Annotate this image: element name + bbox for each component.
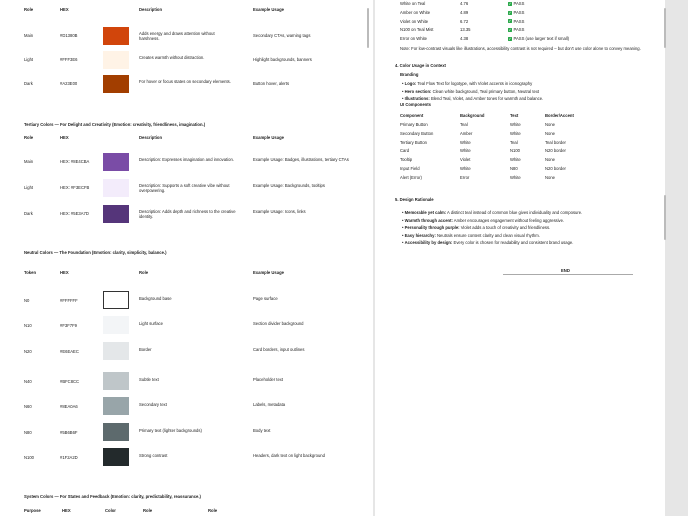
ui-cell: White <box>510 122 521 127</box>
contrast-ratio: 6.72 <box>460 18 469 24</box>
bullet-text: Amber encourages engagement without feeling aggressive. <box>452 217 565 223</box>
ui-cell: None <box>545 157 556 163</box>
ui-cell: N100 <box>510 148 521 154</box>
ui-cell: Violet <box>460 157 471 163</box>
secondary-role: Main <box>24 33 34 38</box>
system-header-3: Role <box>143 508 153 513</box>
neutral-token: N40 <box>24 379 32 384</box>
branding-title: Branding <box>400 72 419 77</box>
neutral-hex: #FFFFFF <box>60 298 78 303</box>
secondary-header-3: Example Usage <box>253 7 284 12</box>
ui-cell: N20 border <box>545 166 566 171</box>
secondary-usage: Secondary CTAs, warning tags <box>253 33 311 38</box>
ui-cell: None <box>545 130 556 136</box>
bullet-icon: • <box>402 232 405 238</box>
tertiary-swatch <box>103 153 129 171</box>
tertiary-role: Light <box>24 185 34 190</box>
neutral-usage: Body text <box>253 428 271 433</box>
tertiary-header-1: HEX <box>60 135 69 140</box>
neutral-role: Strong contrast <box>139 453 168 458</box>
secondary-swatch <box>103 75 129 93</box>
neutral-swatch <box>103 342 129 360</box>
neutral-swatch <box>103 316 129 334</box>
bullet-icon: • <box>402 240 405 245</box>
neutral-swatch <box>103 397 129 415</box>
tertiary-role: Main <box>24 159 34 164</box>
neutral-token: N60 <box>24 404 32 409</box>
secondary-usage: Button hover, alerts <box>253 81 290 86</box>
system-title: System Colors — For States and Feedback (Emotion: clarity, predictability, reassurance.) <box>24 494 201 499</box>
neutral-token: N20 <box>24 349 32 354</box>
secondary-hex: #D1380B <box>60 33 78 38</box>
neutral-role: Subtle text <box>139 377 159 382</box>
secondary-desc: Adds energy and draws attention without harshness. <box>139 31 215 41</box>
contrast-result-text: PASS <box>513 1 525 6</box>
ui-cell: Alert (Error) <box>400 174 422 180</box>
neutral-usage: Section divider background <box>253 321 304 326</box>
neutral-header-1: HEX <box>60 270 69 275</box>
ui-cell: White <box>510 130 521 136</box>
contrast-ratio: 13.35 <box>460 27 471 33</box>
bullet-text: A distinct teal instead of common blue gives individuality and composure. <box>446 210 583 215</box>
ui-components-title: UI Components <box>400 102 431 107</box>
ui-cell: White <box>510 174 521 180</box>
contrast-result-text: PASS <box>513 18 525 24</box>
contrast-result-text: PASS (use larger text if small) <box>513 36 570 42</box>
neutral-hex: #5B6B6F <box>60 430 78 435</box>
check-icon: ✓ <box>508 37 512 42</box>
secondary-header-1: HEX <box>60 7 69 12</box>
bullet-text: Blend Teal, Violet, and Amber tones for warmth and balance. <box>429 96 544 102</box>
neutral-token: N10 <box>24 323 32 328</box>
neutral-hex: #F3F7F9 <box>60 323 77 328</box>
ui-cell: White <box>460 139 471 145</box>
contrast-result <box>508 36 569 41</box>
bullet-icon: • <box>402 81 405 86</box>
right-scrollbar[interactable] <box>664 8 666 48</box>
tertiary-swatch <box>103 179 129 197</box>
bullet-icon: • <box>402 96 405 102</box>
contrast-ratio: 4.38 <box>460 36 469 42</box>
contrast-pair: White on Teal <box>400 1 426 6</box>
secondary-desc: For hover or focus states on secondary elements. <box>139 79 231 84</box>
neutral-usage: Card borders, input outlines <box>253 347 305 352</box>
ui-cell: Amber <box>460 130 473 136</box>
check-icon: ✓ <box>508 10 512 15</box>
tertiary-desc: Description: Expresses imagination and innovation. <box>139 157 234 162</box>
neutral-role: Border <box>139 347 152 352</box>
tertiary-title: Tertiary Colors — For Delight and Creativity (Emotion: creativity, friendliness, imagination.) <box>24 122 206 127</box>
neutral-hex: #1F2A2D <box>60 455 78 460</box>
secondary-usage: Highlight backgrounds, banners <box>253 57 312 62</box>
system-header-4: Role <box>208 508 218 513</box>
bullet-lead: Logo: <box>404 81 417 86</box>
neutral-role: Secondary text <box>139 402 167 407</box>
tertiary-header-0: Role <box>24 135 34 140</box>
neutral-role: Background base <box>139 296 172 301</box>
secondary-role: Light <box>24 57 34 62</box>
right-scrollbar-lower[interactable] <box>664 195 666 240</box>
section4-title: 4. Color Usage in Context <box>395 63 446 68</box>
end-label: END <box>561 268 570 273</box>
rationale-bullet <box>402 218 564 223</box>
rationale-bullet <box>402 240 573 245</box>
document-page-right <box>375 0 665 516</box>
ui-cell: None <box>545 122 556 127</box>
bullet-icon: • <box>402 210 405 215</box>
left-scrollbar[interactable] <box>367 8 369 48</box>
contrast-result <box>508 27 524 32</box>
tertiary-usage: Example Usage: Backgrounds, tooltips <box>253 183 325 188</box>
secondary-desc: Creates warmth without distraction. <box>139 55 205 60</box>
tertiary-usage: Example Usage: Badges, illustrations, tertiary CTAs <box>253 157 349 162</box>
ui-cell: Card <box>400 148 410 154</box>
neutral-hex: #BFC8CC <box>60 379 80 384</box>
tertiary-hex: HEX: #8E4CBA <box>60 159 90 164</box>
bullet-text: Violet adds a touch of creativity and friendliness. <box>459 225 551 230</box>
branding-bullet <box>402 81 532 86</box>
secondary-header-2: Description <box>139 7 163 12</box>
bullet-lead: Hero section: <box>404 88 432 94</box>
neutral-hex: #E6EAEC <box>60 349 79 354</box>
secondary-role: Dark <box>24 81 33 86</box>
neutral-token: N100 <box>24 455 35 460</box>
tertiary-desc: Description: Supports a soft creative vibe without overpowering. <box>139 183 230 193</box>
neutral-header-0: Token <box>24 270 37 275</box>
contrast-result-text: PASS <box>513 9 525 15</box>
ui-cell: White <box>510 157 521 163</box>
rationale-bullet <box>402 233 540 238</box>
secondary-header-0: Role <box>24 7 34 12</box>
ui-cell: N20 border <box>545 148 566 154</box>
secondary-swatch <box>103 51 129 69</box>
check-icon: ✓ <box>508 1 512 6</box>
check-icon: ✓ <box>508 19 512 24</box>
ui-cell: Primary Button <box>400 122 428 127</box>
system-header-0: Purpose <box>24 508 41 513</box>
bullet-icon: • <box>402 217 405 223</box>
tertiary-header-2: Description <box>139 135 163 140</box>
bullet-lead: Personality through purple: <box>404 225 460 230</box>
section5-title: 5. Design Rationale <box>395 197 434 202</box>
secondary-hex: #FFF3E6 <box>60 57 78 62</box>
system-header-2: Color <box>105 508 116 513</box>
bullet-icon: • <box>402 225 405 230</box>
ui-cell: Teal border <box>545 139 566 145</box>
ui-cell: White <box>460 166 471 171</box>
neutral-swatch <box>103 291 129 309</box>
ui-cell: Teal <box>460 122 468 127</box>
bullet-lead: Illustrations: <box>404 96 430 102</box>
secondary-swatch <box>103 27 129 45</box>
rationale-bullet <box>402 210 582 215</box>
neutral-hex: #8EA0A6 <box>60 404 78 409</box>
ui-header-0: Component <box>400 113 424 118</box>
check-icon: ✓ <box>508 28 512 33</box>
neutral-token: N0 <box>24 298 30 303</box>
contrast-result-text: PASS <box>513 27 525 33</box>
bullet-lead: Warmth through accent: <box>404 217 453 223</box>
bullet-icon: • <box>402 88 405 94</box>
neutral-usage: Page surface <box>253 296 278 301</box>
system-header-1: HEX <box>62 508 71 513</box>
ui-cell: Secondary Button <box>400 130 434 136</box>
tertiary-swatch <box>103 205 129 223</box>
contrast-result <box>508 19 524 24</box>
neutral-usage: Headers, dark text on light background <box>253 453 325 458</box>
branding-bullet <box>402 96 543 101</box>
ui-cell: N80 <box>510 166 518 171</box>
secondary-hex: #A23E00 <box>60 81 78 86</box>
contrast-pair: Violet on White <box>400 18 429 24</box>
tertiary-desc: Description: Adds depth and richness to the creative identity. <box>139 209 236 219</box>
neutral-token: N80 <box>24 430 32 435</box>
tertiary-hex: HEX: #F3ECFB <box>60 185 90 190</box>
contrast-ratio: 4.89 <box>460 9 469 15</box>
ui-header-3: Border/Accent <box>545 113 574 118</box>
bullet-lead: Accessibility by design: <box>404 240 453 245</box>
contrast-result <box>508 10 524 15</box>
bullet-text: Clean white background, Teal primary button, Neutral text <box>431 88 540 94</box>
ui-cell: Error <box>460 174 470 180</box>
rationale-bullet <box>402 225 550 230</box>
bullet-lead: Easy hierarchy: <box>404 232 436 238</box>
ui-cell: Tooltip <box>400 157 413 163</box>
end-divider <box>503 274 633 275</box>
bullet-lead: Memorable yet calm: <box>404 210 447 215</box>
tertiary-role: Dark <box>24 211 33 216</box>
ui-cell: None <box>545 174 556 180</box>
neutral-usage: Placeholder text <box>253 377 284 382</box>
ui-header-1: Background <box>460 113 485 118</box>
contrast-ratio: 4.76 <box>460 1 469 6</box>
tertiary-usage: Example Usage: Icons, links <box>253 209 306 214</box>
bullet-text: Teal Flow Text for logotype, with Violet accents in iconography <box>416 81 533 86</box>
neutral-header-2: Role <box>139 270 149 275</box>
bullet-text: Neutrals ensure content clarity and clean visual rhythm. <box>435 232 540 238</box>
tertiary-header-3: Example Usage <box>253 135 284 140</box>
neutral-swatch <box>103 448 129 466</box>
bullet-text: Every color is chosen for readability and consistent brand usage. <box>452 240 574 245</box>
neutral-title: Neutral Colors — The Foundation (Emotion: clarity, simplicity, balance.) <box>24 250 167 255</box>
contrast-result <box>508 1 524 6</box>
tertiary-hex: HEX: #5E3A7D <box>60 211 89 216</box>
branding-bullet <box>402 89 539 94</box>
ui-cell: White <box>460 148 471 154</box>
neutral-usage: Labels, metadata <box>253 402 286 407</box>
contrast-pair: N100 on Teal Mist <box>400 27 434 33</box>
ui-cell: Teal <box>510 139 518 145</box>
contrast-pair: Error on White <box>400 36 427 42</box>
neutral-role: Light surface <box>139 321 163 326</box>
ui-cell: Input Field <box>400 166 420 171</box>
neutral-role: Primary text (lighter backgrounds) <box>139 428 202 433</box>
neutral-header-3: Example Usage <box>253 270 284 275</box>
neutral-swatch <box>103 423 129 441</box>
ui-cell: Tertiary Button <box>400 139 427 145</box>
ui-header-2: Text <box>510 113 519 118</box>
contrast-pair: Amber on White <box>400 9 431 15</box>
neutral-swatch <box>103 372 129 390</box>
contrast-note: Note: For low-contrast visuals like illustrations, accessibility contrast is not required – but don't use color alone to convey meaning. <box>400 46 641 51</box>
